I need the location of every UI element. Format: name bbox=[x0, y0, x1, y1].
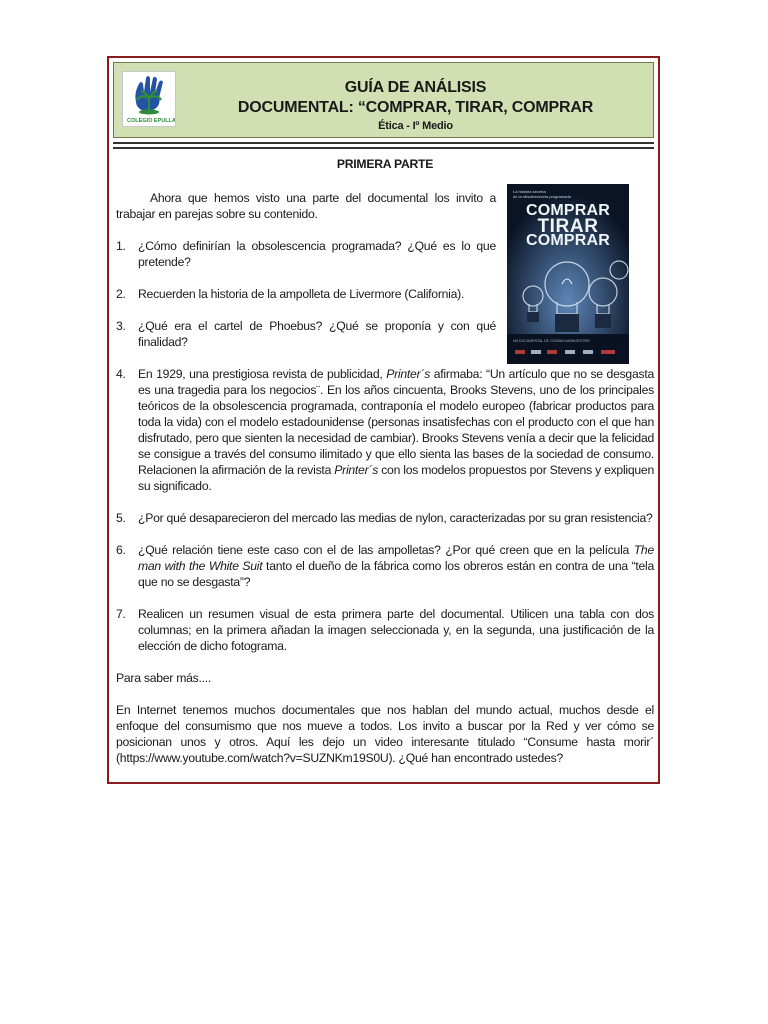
section-title: PRIMERA PARTE bbox=[336, 157, 434, 171]
magazine-name-2: Printer´s bbox=[334, 463, 379, 477]
logo-text: COLEGIO EPULLAY bbox=[127, 118, 175, 124]
poster-title-1: COMPRAR bbox=[525, 202, 611, 219]
more-info-heading: Para saber más.... bbox=[116, 671, 212, 685]
question-7 bbox=[116, 606, 654, 654]
svg-text:de la obsolescencia programada: de la obsolescencia programada bbox=[513, 194, 571, 199]
document-frame bbox=[107, 56, 660, 784]
doc-subtitle: Ética - Iº Medio bbox=[378, 120, 453, 132]
header-divider-top bbox=[113, 142, 654, 144]
question-text-b: tanto el dueño de la fábrica como los obreros están en contra de una “tela que no se desgasta”? bbox=[138, 559, 654, 589]
question-number: 2. bbox=[116, 287, 126, 301]
question-text: ¿Cómo definirían la obsolescencia programada? ¿Qué es lo que pretende? bbox=[138, 239, 496, 269]
question-text: ¿Por qué desaparecieron del mercado las medias de nylon, caracterizadas por su gran resistencia? bbox=[138, 511, 653, 525]
intro-paragraph: Ahora que hemos visto una parte del documental los invito a trabajar en parejas sobre su contenido. bbox=[116, 191, 496, 221]
question-text: Recuerden la historia de la ampolleta de Livermore (California). bbox=[138, 287, 465, 301]
question-number: 4. bbox=[116, 367, 126, 381]
question-text-a: ¿Qué relación tiene este caso con el de las ampolletas? ¿Por qué creen que en la película bbox=[138, 543, 634, 557]
question-6 bbox=[116, 542, 654, 590]
poster-title-3: COMPRAR bbox=[525, 232, 611, 249]
doc-title-line1: GUÍA DE ANÁLISIS bbox=[344, 79, 487, 96]
school-logo bbox=[122, 71, 176, 127]
question-number: 7. bbox=[116, 607, 126, 621]
header-box bbox=[113, 62, 654, 138]
doc-title-line2: DOCUMENTAL: “COMPRAR, TIRAR, COMPRAR bbox=[237, 99, 594, 116]
question-1 bbox=[116, 238, 496, 270]
header-divider-bottom bbox=[113, 147, 654, 149]
svg-text:UN DOCUMENTAL DE COSIMA DANNOR: UN DOCUMENTAL DE COSIMA DANNORITZER bbox=[513, 339, 590, 343]
more-info-paragraph: En Internet tenemos muchos documentales que nos hablan del mundo actual, muchos desde el enfoque del consumismo que nos mueve a todos. Los invito a buscar por la Red y ver cómo se posicionan unos y otros. Aquí les dejo un video interesante titulado “Consume hasta morir´ (https://www.youtube.com/watch?v=SUZNKm19S0U). ¿Qué han encontrado ustedes? bbox=[116, 703, 654, 765]
question-number: 3. bbox=[116, 319, 126, 333]
question-4 bbox=[116, 366, 654, 494]
svg-text:La historia secreta: La historia secreta bbox=[513, 189, 546, 194]
question-text-b: afirmaba: “Un artículo que no se desgasta es una tragedia para los negocios¨. En los años cincuenta, Brooks Stevens, uno de los principales teóricos de la obsolescencia programada, contraponía el modelo europeo (fabricar productos para toda la vida) con el modelo estadounidense (personas insatisfechas con el producto con el que han disfrutado, pero que sienten la necesidad de cambiar). Brooks Stevens venía a decir que la felicidad se consigue a través del consumo ilimitado y que ello sienta las bases de la sociedad de consumo. Relacionen la afirmación de la revista bbox=[138, 367, 655, 477]
question-3 bbox=[116, 318, 496, 350]
poster-title-2: TIRAR bbox=[537, 216, 599, 237]
question-text: ¿Qué era el cartel de Phoebus? ¿Qué se proponía y con qué finalidad? bbox=[138, 319, 496, 349]
question-text-c: con los modelos propuestos por Stevens y expliquen su significado. bbox=[138, 463, 654, 493]
document-body bbox=[116, 156, 654, 766]
film-title: The man with the White Suit bbox=[138, 543, 654, 573]
question-number: 5. bbox=[116, 511, 126, 525]
question-text: Realicen un resumen visual de esta primera parte del documental. Utilicen una tabla con dos columnas; en la primera añadan la imagen seleccionada y, en la segunda, una justificación de la elección de dicho fotograma. bbox=[138, 607, 654, 653]
question-text-a: En 1929, una prestigiosa revista de publicidad, bbox=[138, 367, 387, 381]
magazine-name: Printer´s bbox=[386, 367, 431, 381]
question-number: 6. bbox=[116, 543, 126, 557]
question-number: 1. bbox=[116, 239, 126, 253]
question-5 bbox=[116, 510, 654, 526]
question-2 bbox=[116, 286, 496, 302]
